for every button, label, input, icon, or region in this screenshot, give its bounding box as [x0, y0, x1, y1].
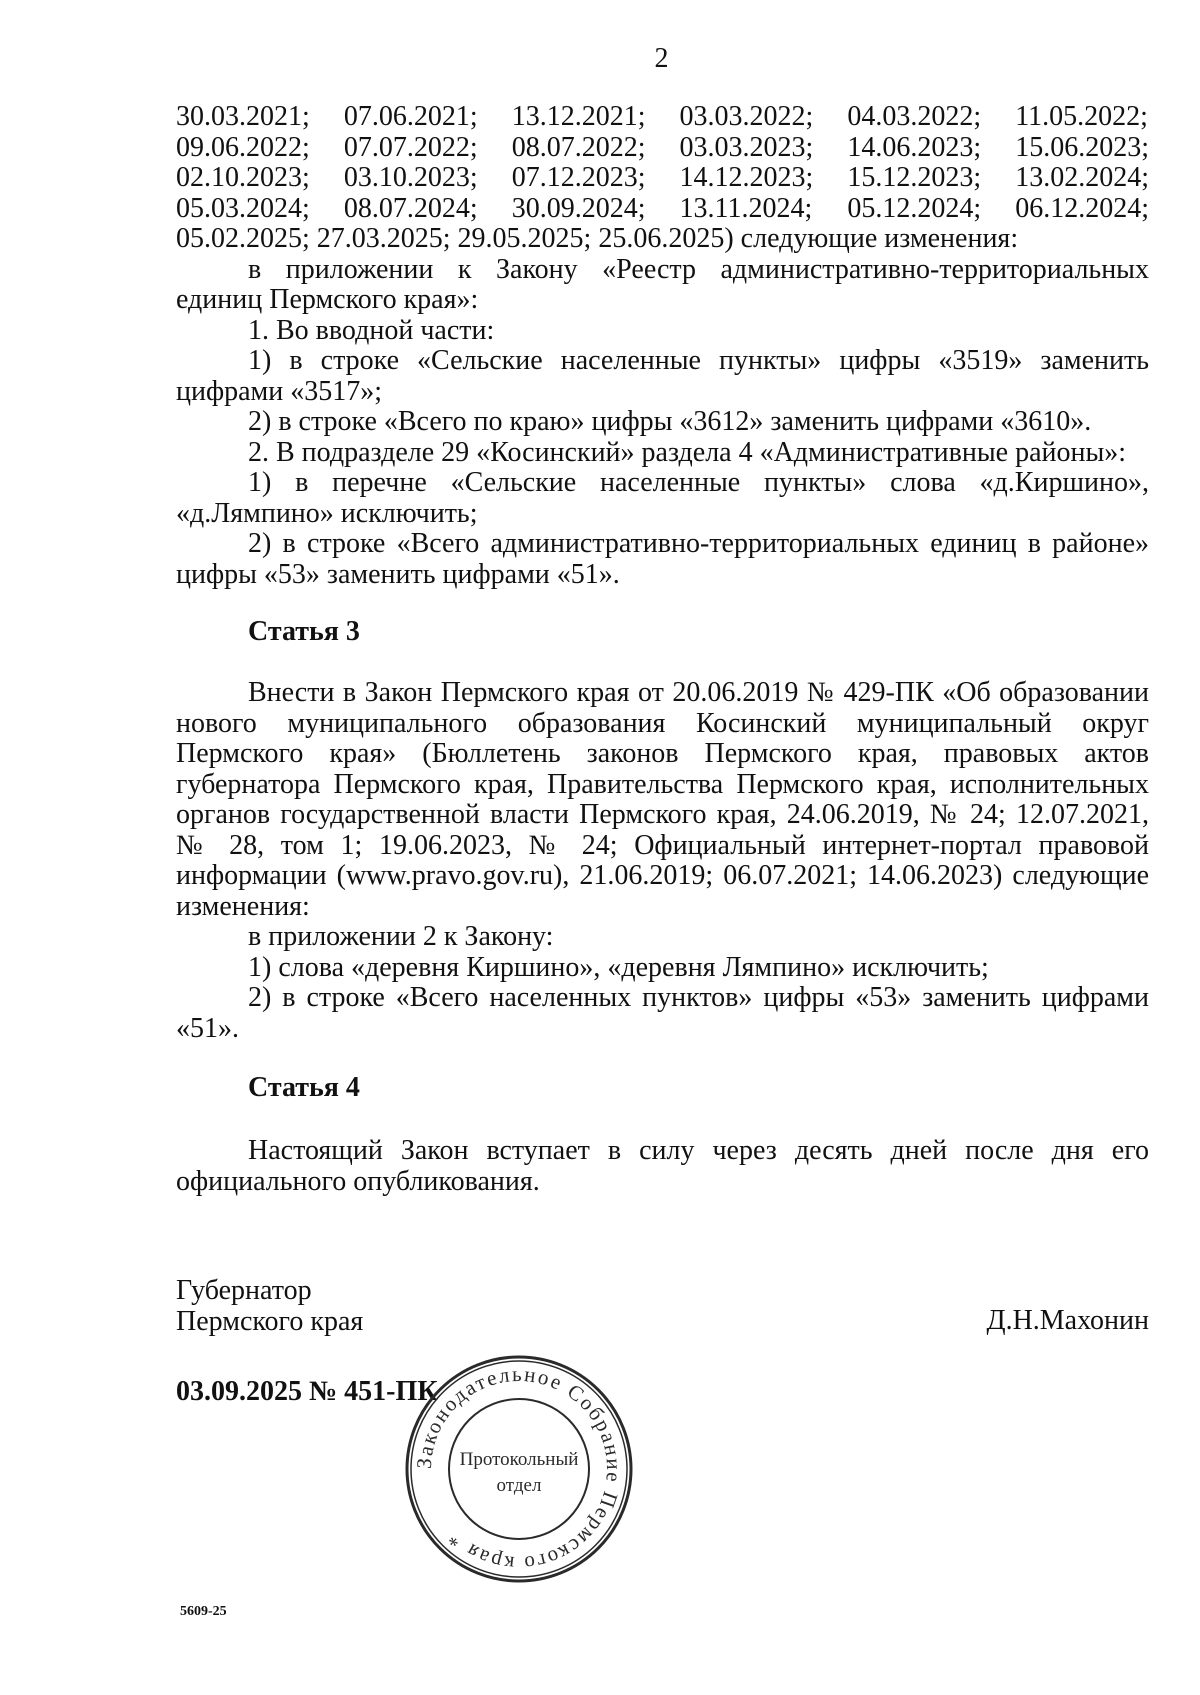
- date-cell: 13.02.2024;: [1015, 162, 1149, 193]
- dates-tail: 05.02.2025; 27.03.2025; 29.05.2025; 25.06.2025) следующие изменения:: [176, 223, 1019, 254]
- date-cell: 14.06.2023;: [847, 131, 982, 163]
- date-cell: 07.12.2023;: [511, 162, 646, 193]
- signatory-title: [176, 1276, 363, 1337]
- date-cell: 05.12.2024;: [847, 192, 982, 224]
- date-cell: 11.05.2022;: [1015, 101, 1148, 132]
- article3-heading: Статья 3: [248, 616, 360, 647]
- amendment-dates-grid: [176, 102, 1149, 224]
- signatory-title-line: Пермского края: [176, 1305, 364, 1337]
- article2-paragraph: 2) в строке «Всего административно-территориальных единиц в районе» цифры «53» заменить цифрами «51».: [176, 528, 1149, 590]
- article2-paragraph: 2) в строке «Всего по краю» цифры «3612» заменить цифрами «3610».: [248, 406, 1092, 437]
- date-cell: 15.06.2023;: [1015, 131, 1149, 163]
- article4-text: Настоящий Закон вступает в силу через десять дней после дня его официального опубликования.: [176, 1135, 1149, 1197]
- article2-continuation: [176, 102, 1149, 590]
- date-cell: 30.09.2024;: [511, 192, 646, 224]
- stamp-center-line: отдел: [496, 1475, 542, 1496]
- article3-body: [176, 678, 1149, 1044]
- date-cell: 05.03.2024;: [176, 192, 310, 224]
- article2-paragraph: в приложении к Закону «Реестр административно-территориальных единиц Пермского края»:: [176, 253, 1149, 315]
- page-number: 2: [654, 43, 669, 74]
- date-cell: 07.06.2021;: [343, 101, 478, 132]
- date-cell: 06.12.2024;: [1015, 192, 1149, 224]
- date-cell: 15.12.2023;: [847, 162, 982, 193]
- official-stamp: [403, 1353, 635, 1585]
- article2-paragraph: 1. Во вводной части:: [248, 314, 495, 346]
- date-cell: 09.06.2022;: [176, 131, 310, 163]
- stamp-ring-textpath: Законодательное Собрание Пермского края *: [411, 1361, 627, 1577]
- stamp-center-line: Протокольный: [459, 1449, 579, 1470]
- article3-item: в приложении 2 к Закону:: [248, 921, 554, 952]
- article2-paragraph: 1) в перечне «Сельские населенные пункты» слова «д.Киршино», «д.Лямпино» исключить;: [176, 467, 1149, 529]
- date-cell: 08.07.2024;: [343, 192, 478, 224]
- article3-intro: Внести в Закон Пермского края от 20.06.2019 № 429-ПК «Об образовании нового муниципального образования Косинский муниципальный округ Пермского края» (Бюллетень законов Пермского края, правовых актов губернатора Пермского края, Правительства Пермского края, исполнительных органов государственной власти Пермского края, 24.06.2019, № 24; 12.07.2021, № 28, том 1; 19.06.2023, № 24; Официальный интернет-портал правовой информации (www.pravo.gov.ru), 21.06.2019; 06.07.2021; 14.06.2023) следующие изменения:: [176, 677, 1149, 922]
- date-cell: 14.12.2023;: [679, 162, 814, 193]
- article2-paragraph: 1) в строке «Сельские населенные пункты» цифры «3519» заменить цифрами «3517»;: [176, 345, 1149, 407]
- date-cell: 13.11.2024;: [679, 192, 813, 224]
- date-cell: 30.03.2021;: [176, 101, 310, 132]
- date-cell: 04.03.2022;: [847, 101, 982, 132]
- article3-item: 1) слова «деревня Киршино», «деревня Лямпино» исключить;: [248, 951, 989, 983]
- signatory-title-line: Губернатор: [176, 1275, 312, 1306]
- date-cell: 03.10.2023;: [343, 162, 478, 193]
- date-cell: 03.03.2022;: [679, 101, 814, 132]
- article4-heading: Статья 4: [248, 1072, 360, 1103]
- date-cell: 03.03.2023;: [679, 131, 814, 163]
- article3-item: 2) в строке «Всего населенных пунктов» цифры «53» заменить цифрами «51».: [176, 982, 1149, 1044]
- law-number: 03.09.2025 № 451-ПК: [176, 1376, 438, 1407]
- article4-body: [176, 1136, 1149, 1197]
- date-cell: 02.10.2023;: [176, 162, 310, 193]
- article2-paragraph: 2. В подразделе 29 «Косинский» раздела 4 «Административные районы»:: [248, 436, 1127, 468]
- signatory-name: Д.Н.Махонин: [986, 1305, 1149, 1336]
- date-cell: 08.07.2022;: [511, 131, 646, 163]
- date-cell: 07.07.2022;: [343, 131, 478, 163]
- date-cell: 13.12.2021;: [511, 101, 646, 132]
- document-code: 5609-25: [180, 1604, 227, 1619]
